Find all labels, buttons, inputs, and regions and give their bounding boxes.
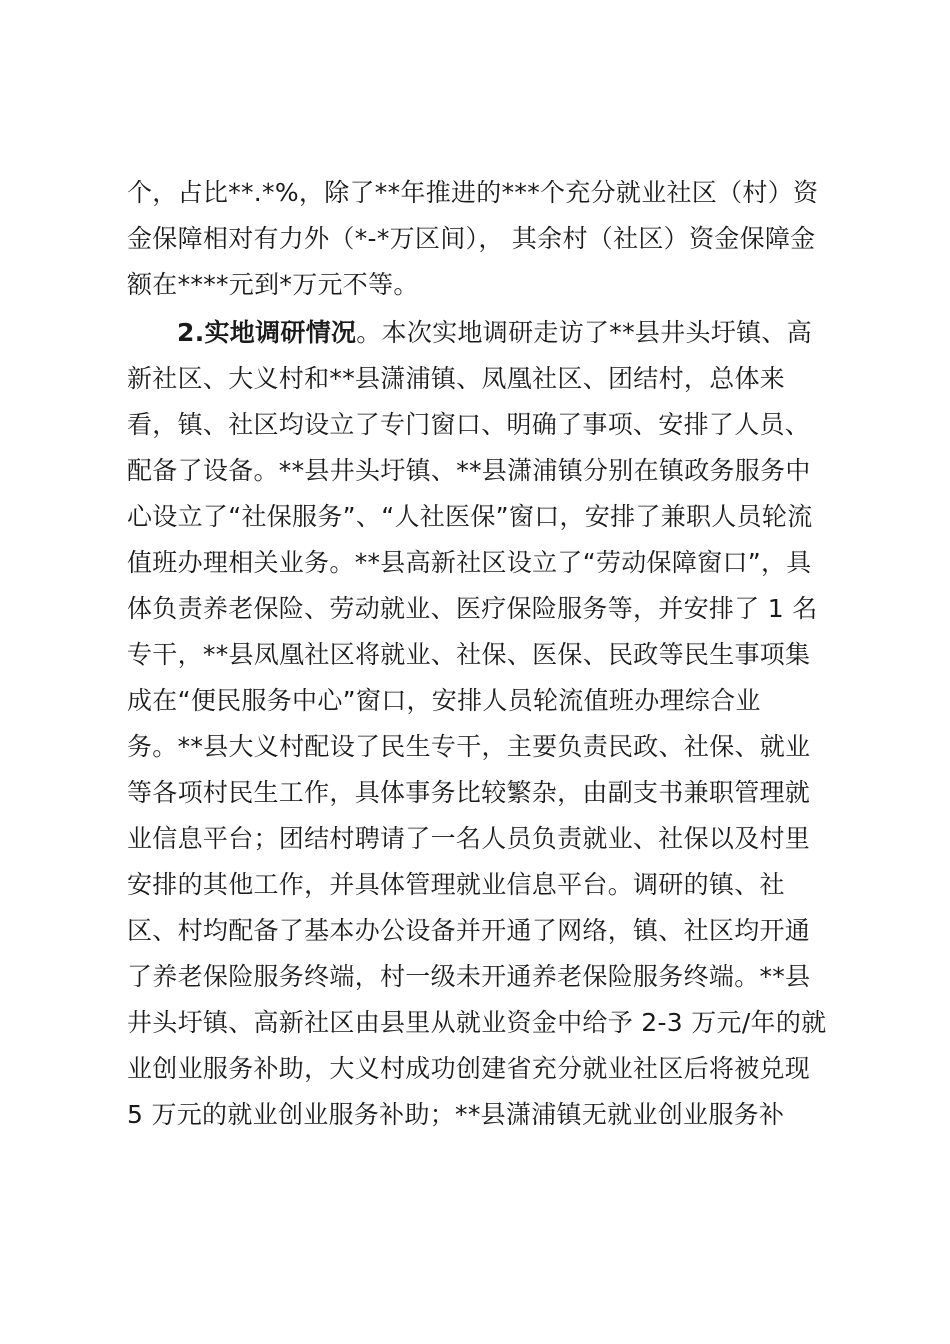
paragraph-line: 金保障相对有力外（*-*万区间）， 其余村（社区）资金保障金 [127,224,816,253]
paragraph-line: 看，镇、社区均设立了专门窗口、明确了事项、安排了人员、 [127,410,811,439]
paragraph-line-rest: 。本次实地调研走访了**县井头圩镇、高 [356,318,812,347]
paragraph-line: 心设立了“社保服务”、“人社医保”窗口，安排了兼职人员轮流 [127,502,813,531]
paragraph-line: 配备了设备。**县井头圩镇、**县潇浦镇分别在镇政务服务中 [127,456,811,485]
paragraph-line: 新社区、大义村和**县潇浦镇、凤凰社区、团结村，总体来 [127,364,786,393]
paragraph-line: 井头圩镇、高新社区由县里从就业资金中给予 2-3 万元/年的就 [127,1008,827,1037]
paragraph-line: 额在****元到*万元不等。 [127,270,419,299]
paragraph-line: 5 万元的就业创业服务补助；**县潇浦镇无就业创业服务补 [127,1100,785,1129]
paragraph-line: 了养老保险服务终端，村一级未开通养老保险服务终端。**县 [127,962,811,991]
paragraph-line: 个，占比**.*%，除了**年推进的***个充分就业社区（村）资 [127,178,819,207]
paragraph-field-research [127,310,847,1138]
paragraph-line: 成在“便民服务中心”窗口，安排人员轮流值班办理综合业 [127,686,761,715]
paragraph-line: 安排的其他工作，并具体管理就业信息平台。调研的镇、社 [127,870,785,899]
paragraph-line: 值班办理相关业务。**县高新社区设立了“劳动保障窗口”，具 [127,548,812,577]
paragraph-line: 业创业服务补助，大义村成功创建省充分就业社区后将被兑现 [127,1054,811,1083]
section-heading: 2.实地调研情况 [177,318,357,347]
paragraph-funding [127,170,847,308]
paragraph-first-line [127,310,847,356]
paragraph-line: 区、村均配备了基本办公设备并开通了网络，镇、社区均开通 [127,916,811,945]
paragraph-line: 等各项村民生工作，具体事务比较繁杂，由副支书兼职管理就 [127,778,811,807]
paragraph-line: 体负责养老保险、劳动就业、医疗保险服务等，并安排了 1 名 [127,594,818,623]
paragraph-line: 务。**县大义村配设了民生专干，主要负责民政、社保、就业 [127,732,811,761]
paragraph-line: 业信息平台；团结村聘请了一名人员负责就业、社保以及村里 [127,824,811,853]
paragraph-line: 专干，**县凤凰社区将就业、社保、医保、民政等民生事项集 [127,640,811,669]
